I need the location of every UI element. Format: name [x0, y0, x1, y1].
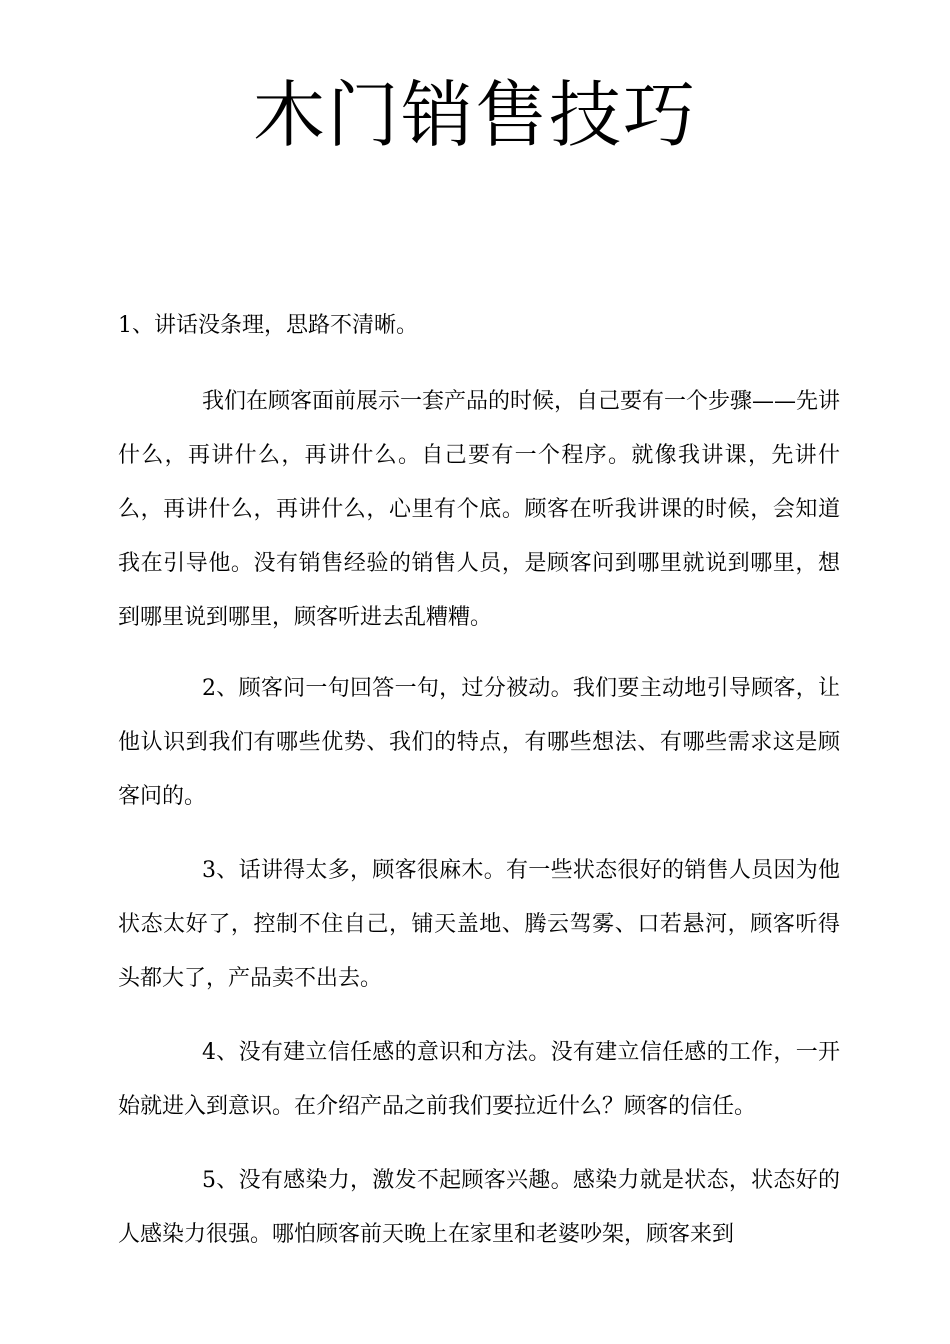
paragraph-5: 5、没有感染力，激发不起顾客兴趣。感染力就是状态，状态好的人感染力很强。哪怕顾客前天晚上在家里和老婆吵架，顾客来到	[118, 1168, 840, 1247]
document-title: 木门销售技巧	[252, 73, 697, 157]
section-heading: 1、讲话没条理，思路不清晰。	[118, 313, 418, 338]
paragraph-4: 4、没有建立信任感的意识和方法。没有建立信任感的工作，一开始就进入到意识。在介绍产品之前我们要拉近什么？顾客的信任。	[118, 1040, 840, 1119]
paragraph-1: 我们在顾客面前展示一套产品的时候，自己要有一个步骤——先讲什么，再讲什么，再讲什么。自己要有一个程序。就像我讲课，先讲什么，再讲什么，再讲什么，心里有个底。顾客在听我讲课的时候，会知道我在引导他。没有销售经验的销售人员，是顾客问到哪里就说到哪里，想到哪里说到哪里，顾客听进去乱糟糟。	[118, 389, 841, 630]
paragraph-2: 2、顾客问一句回答一句，过分被动。我们要主动地引导顾客，让他认识到我们有哪些优势、我们的特点，有哪些想法、有哪些需求这是顾客问的。	[118, 676, 840, 809]
paragraph-3: 3、话讲得太多，顾客很麻木。有一些状态很好的销售人员因为他状态太好了，控制不住自己，铺天盖地、腾云驾雾、口若悬河，顾客听得头都大了，产品卖不出去。	[118, 858, 840, 991]
